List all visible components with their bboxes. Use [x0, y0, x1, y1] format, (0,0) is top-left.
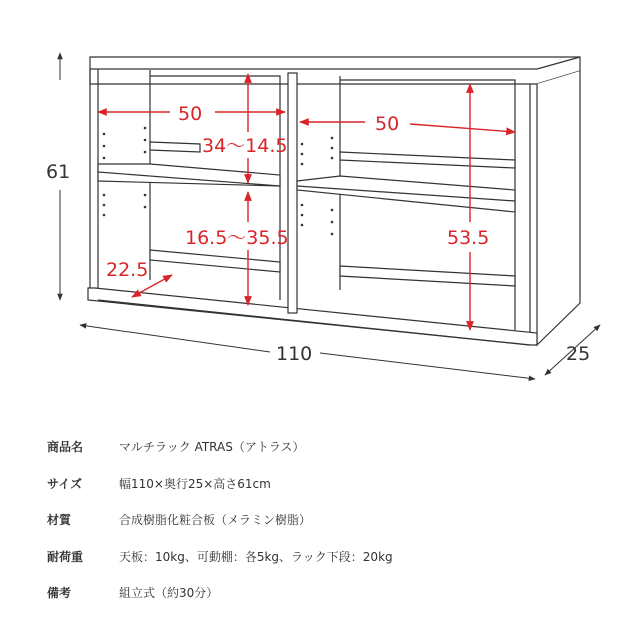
rack-drawing [88, 57, 580, 345]
spec-value: 組立式（約30分） [119, 586, 219, 600]
spec-label: 材質 [47, 513, 72, 527]
total-height-label: 61 [46, 161, 71, 183]
spec-row-load-capacity [47, 548, 607, 585]
spec-table [47, 438, 607, 621]
depth-label: 25 [566, 343, 591, 365]
width-arrow-left [80, 325, 270, 352]
spec-label: 商品名 [47, 440, 84, 454]
spec-row-size [47, 475, 607, 512]
spec-value: 天板：10kg、可動棚：各5kg、ラック下段：20kg [119, 549, 393, 564]
spec-label: サイズ [47, 476, 83, 491]
inner-depth-label: 22.5 [106, 259, 149, 281]
spec-row-material [47, 511, 607, 548]
right-inner-width-label: 50 [375, 113, 400, 135]
spec-value: 幅110×奥行25×高さ61cm [119, 476, 271, 491]
lower-adjustable-range-label: 16.5～35.5 [185, 227, 289, 249]
spec-row-notes [47, 584, 607, 621]
outer-dimension-lines [60, 53, 600, 379]
spec-value: 合成樹脂化粧合板（メラミン樹脂） [119, 513, 312, 527]
right-width-arrow-right [410, 124, 515, 132]
width-arrow-right [320, 353, 535, 379]
spec-value: マルチラック ATRAS（アトラス） [119, 440, 305, 454]
spec-label: 備考 [47, 586, 72, 600]
upper-adjustable-range-label: 34～14.5 [202, 135, 288, 157]
spec-label: 耐荷重 [47, 549, 84, 564]
left-inner-width-label: 50 [178, 103, 203, 125]
right-inner-height-label: 53.5 [447, 227, 490, 249]
total-width-label: 110 [276, 343, 313, 365]
spec-row-product-name [47, 438, 607, 475]
